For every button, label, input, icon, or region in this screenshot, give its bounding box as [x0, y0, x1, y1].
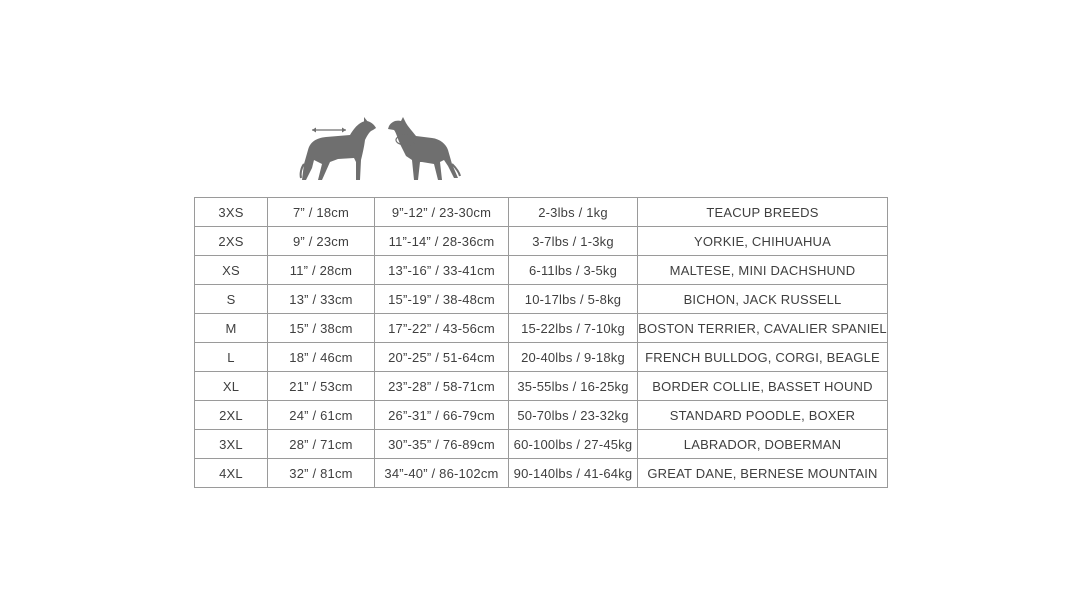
weight-cell: 35-55lbs / 16-25kg: [509, 372, 638, 401]
neck-girth-cell: 23”-28” / 58-71cm: [375, 372, 509, 401]
neck-girth-cell: 17”-22” / 43-56cm: [375, 314, 509, 343]
back-length-cell: 28” / 71cm: [268, 430, 375, 459]
breeds-cell: TEACUP BREEDS: [638, 198, 888, 227]
back-length-cell: 24” / 61cm: [268, 401, 375, 430]
size-cell: S: [195, 285, 268, 314]
size-cell: XL: [195, 372, 268, 401]
weight-cell: 10-17lbs / 5-8kg: [509, 285, 638, 314]
back-length-cell: 15” / 38cm: [268, 314, 375, 343]
neck-girth-cell: 11”-14” / 28-36cm: [375, 227, 509, 256]
size-cell: 2XS: [195, 227, 268, 256]
neck-girth-cell: 15”-19” / 38-48cm: [375, 285, 509, 314]
back-length-cell: 9” / 23cm: [268, 227, 375, 256]
back-length-cell: 32” / 81cm: [268, 459, 375, 488]
back-length-cell: 21” / 53cm: [268, 372, 375, 401]
breeds-cell: BICHON, JACK RUSSELL: [638, 285, 888, 314]
weight-cell: 6-11lbs / 3-5kg: [509, 256, 638, 285]
breeds-cell: YORKIE, CHIHUAHUA: [638, 227, 888, 256]
breeds-cell: MALTESE, MINI DACHSHUND: [638, 256, 888, 285]
table-row: [195, 459, 888, 488]
table-row: [195, 343, 888, 372]
neck-girth-cell: 9”-12” / 23-30cm: [375, 198, 509, 227]
weight-cell: 50-70lbs / 23-32kg: [509, 401, 638, 430]
size-cell: XS: [195, 256, 268, 285]
neck-girth-cell: 34”-40” / 86-102cm: [375, 459, 509, 488]
back-length-cell: 11” / 28cm: [268, 256, 375, 285]
table-row: [195, 401, 888, 430]
dog-illustrations: [298, 116, 464, 186]
weight-cell: 90-140lbs / 41-64kg: [509, 459, 638, 488]
table-row: [195, 227, 888, 256]
dog-measurement-illustration: [298, 116, 464, 186]
breeds-cell: FRENCH BULLDOG, CORGI, BEAGLE: [638, 343, 888, 372]
table-row: [195, 314, 888, 343]
size-cell: 3XS: [195, 198, 268, 227]
neck-girth-cell: 30”-35” / 76-89cm: [375, 430, 509, 459]
breeds-cell: GREAT DANE, BERNESE MOUNTAIN: [638, 459, 888, 488]
size-cell: 2XL: [195, 401, 268, 430]
table-row: [195, 285, 888, 314]
neck-girth-cell: 26”-31” / 66-79cm: [375, 401, 509, 430]
weight-cell: 15-22lbs / 7-10kg: [509, 314, 638, 343]
back-length-cell: 13” / 33cm: [268, 285, 375, 314]
neck-girth-cell: 20”-25” / 51-64cm: [375, 343, 509, 372]
dog-back-length-icon: [301, 117, 376, 180]
breeds-cell: STANDARD POODLE, BOXER: [638, 401, 888, 430]
neck-girth-cell: 13”-16” / 33-41cm: [375, 256, 509, 285]
weight-cell: 60-100lbs / 27-45kg: [509, 430, 638, 459]
table-row: [195, 430, 888, 459]
weight-cell: 20-40lbs / 9-18kg: [509, 343, 638, 372]
table-row: [195, 372, 888, 401]
size-cell: 3XL: [195, 430, 268, 459]
dog-neck-girth-icon: [388, 117, 460, 180]
size-chart-body: [195, 198, 888, 488]
breeds-cell: BOSTON TERRIER, CAVALIER SPANIEL: [638, 314, 888, 343]
back-length-cell: 18” / 46cm: [268, 343, 375, 372]
breeds-cell: LABRADOR, DOBERMAN: [638, 430, 888, 459]
size-cell: L: [195, 343, 268, 372]
table-row: [195, 256, 888, 285]
weight-cell: 3-7lbs / 1-3kg: [509, 227, 638, 256]
size-chart-table: [194, 197, 888, 488]
back-length-cell: 7” / 18cm: [268, 198, 375, 227]
weight-cell: 2-3lbs / 1kg: [509, 198, 638, 227]
breeds-cell: BORDER COLLIE, BASSET HOUND: [638, 372, 888, 401]
size-cell: M: [195, 314, 268, 343]
size-cell: 4XL: [195, 459, 268, 488]
table-row: [195, 198, 888, 227]
